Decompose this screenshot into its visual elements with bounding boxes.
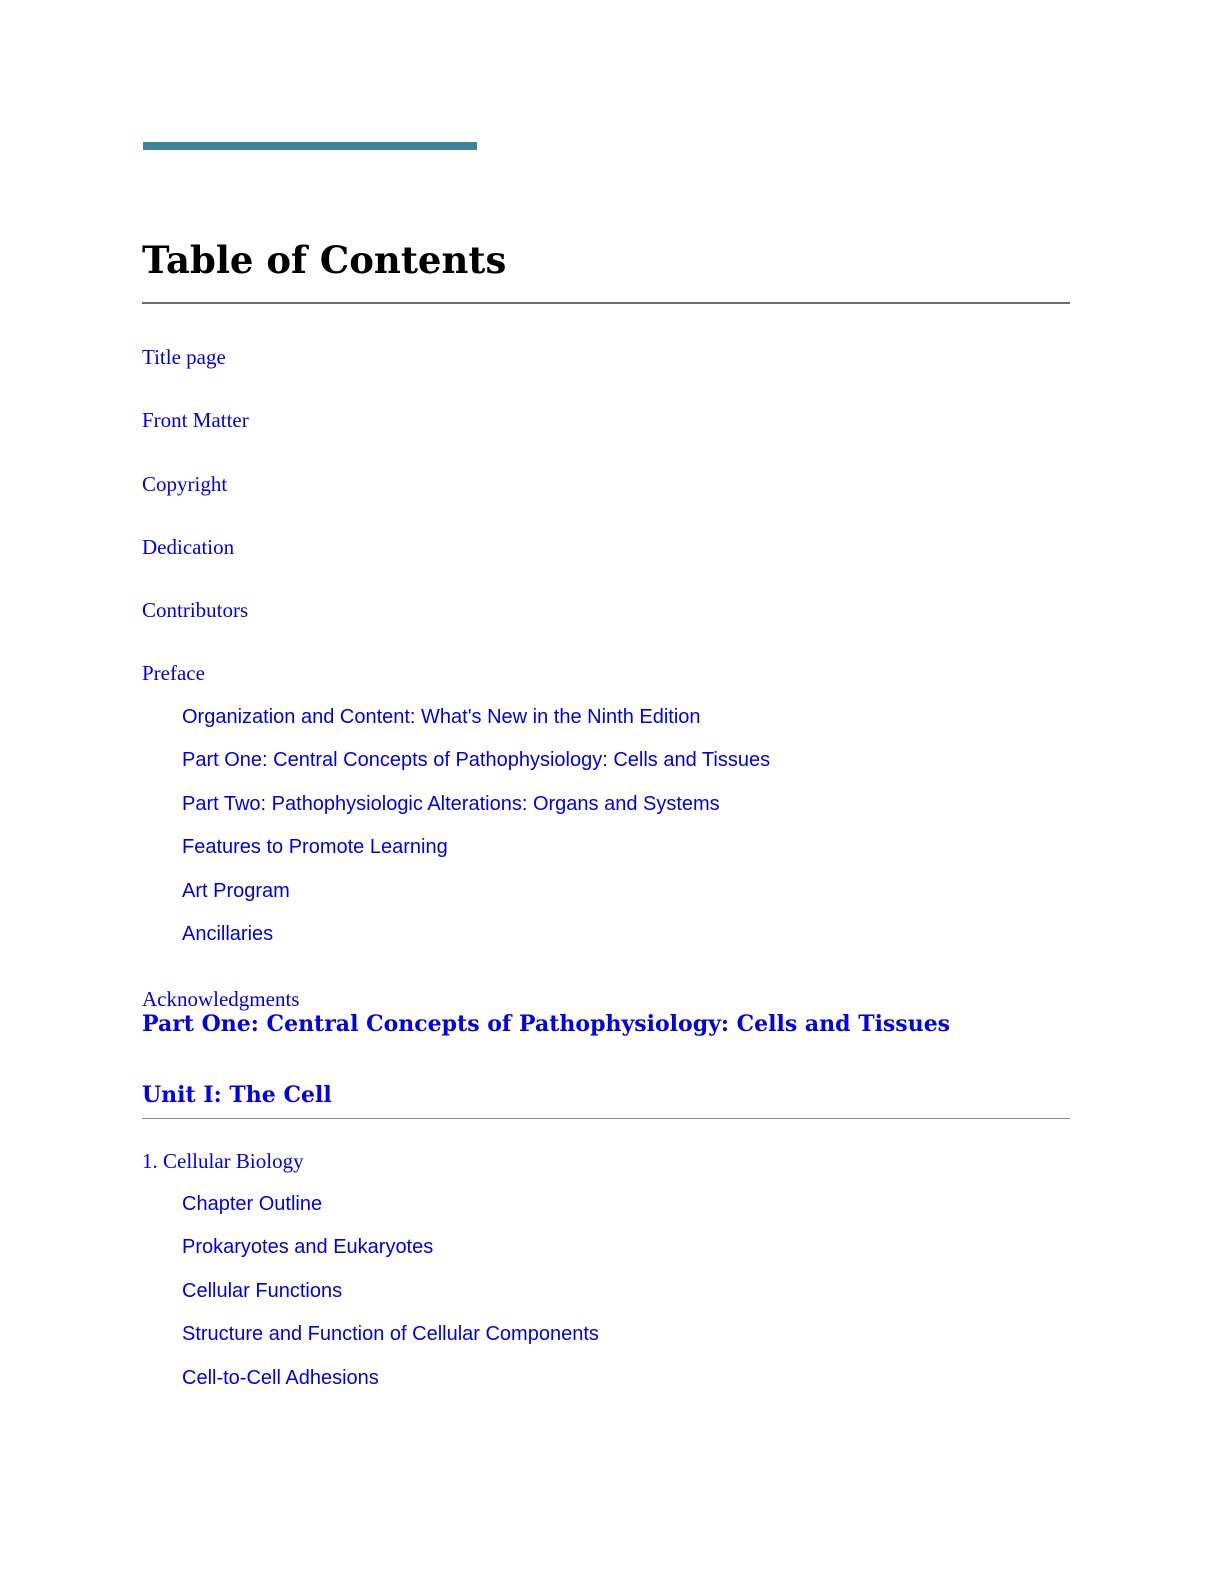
toc-link-preface-item[interactable]: Part Two: Pathophysiologic Alterations: Organs and Systems (182, 793, 720, 815)
toc-link-preface-item[interactable]: Art Program (182, 880, 290, 902)
toc-link-preface[interactable]: Preface (142, 661, 205, 685)
toc-link-chapter-section[interactable]: Chapter Outline (182, 1193, 323, 1215)
toc-link-preface-item[interactable]: Organization and Content: What's New in the Ninth Edition (182, 706, 701, 728)
toc-link-unit-one[interactable]: Unit I: The Cell (142, 1082, 332, 1108)
toc-link-front-matter[interactable]: Front Matter (142, 408, 249, 432)
toc-link-chapter-section[interactable]: Cell-to-Cell Adhesions (182, 1367, 379, 1389)
toc-link-chapter-section[interactable]: Cellular Functions (182, 1280, 343, 1302)
toc-link-dedication[interactable]: Dedication (142, 535, 235, 559)
toc-link-chapter-section[interactable]: Prokaryotes and Eukaryotes (182, 1236, 434, 1258)
toc-link-chapter-1[interactable]: 1. Cellular Biology (142, 1149, 304, 1173)
title-divider (142, 302, 1070, 304)
toc-link-preface-item[interactable]: Part One: Central Concepts of Pathophysiology: Cells and Tissues (182, 749, 771, 771)
toc-link-chapter-section[interactable]: Structure and Function of Cellular Components (182, 1323, 599, 1345)
toc-link-part-one[interactable]: Part One: Central Concepts of Pathophysiology: Cells and Tissues (142, 1011, 951, 1037)
toc-link-copyright[interactable]: Copyright (142, 472, 228, 496)
toc-link-preface-item[interactable]: Ancillaries (182, 923, 274, 945)
toc-link-contributors[interactable]: Contributors (142, 598, 249, 622)
toc-link-preface-item[interactable]: Features to Promote Learning (182, 836, 448, 858)
accent-bar (143, 142, 477, 150)
toc-link-acknowledgments[interactable]: Acknowledgments (142, 987, 300, 1011)
page-title: Table of Contents (142, 238, 507, 282)
unit-divider (142, 1118, 1070, 1119)
toc-link-title-page[interactable]: Title page (142, 345, 226, 369)
